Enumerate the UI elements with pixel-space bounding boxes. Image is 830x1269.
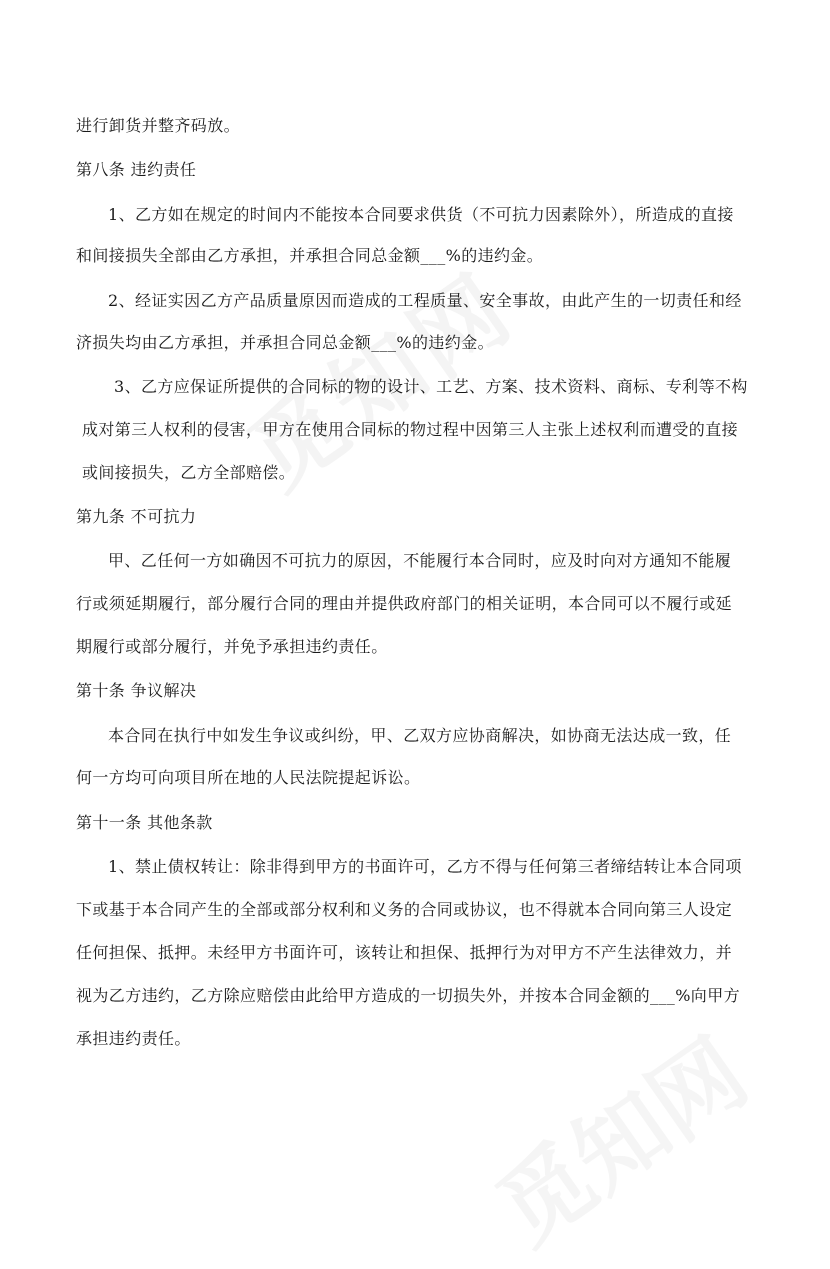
paragraph-line: 2、经证实因乙方产品质量原因而造成的工程质量、安全事故，由此产生的一切责任和经 (108, 291, 742, 310)
section-heading-article-8: 第八条 违约责任 (76, 160, 197, 179)
section-heading-article-9: 第九条 不可抗力 (76, 507, 197, 526)
paragraph-line: 和间接损失全部由乙方承担，并承担合同总金额___%的违约金。 (76, 246, 544, 265)
paragraph-line: 期履行或部分履行，并免予承担违约责任。 (76, 637, 388, 656)
paragraph-line: 成对第三人权利的侵害，甲方在使用合同标的物过程中因第三人主张上述权利而遭受的直接 (82, 420, 739, 439)
paragraph-line: 甲、乙任何一方如确因不可抗力的原因，不能履行本合同时，应及时向对方通知不能履 (108, 551, 732, 570)
paragraph-line: 视为乙方违约，乙方除应赔偿由此给甲方造成的一切损失外，并按本合同金额的___%向甲方 (76, 986, 741, 1005)
section-heading-article-10: 第十条 争议解决 (76, 681, 197, 700)
paragraph-line: 进行卸货并整齐码放。 (76, 116, 241, 135)
watermark (219, 234, 591, 586)
paragraph-line: 下或基于本合同产生的全部或部分权利和义务的合同或协议，也不得就本合同向第三人设定 (76, 900, 733, 919)
paragraph-line: 1、乙方如在规定的时间内不能按本合同要求供货（不可抗力因素除外），所造成的直接 (108, 205, 734, 224)
paragraph-line: 济损失均由乙方承担，并承担合同总金额___%的违约金。 (76, 333, 495, 352)
paragraph-line: 或间接损失，乙方全部赔偿。 (82, 463, 296, 482)
paragraph-line: 3、乙方应保证所提供的合同标的物的设计、工艺、方案、技术资料、商标、专利等不构 (114, 377, 748, 396)
paragraph-line: 行或须延期履行，部分履行合同的理由并提供政府部门的相关证明，本合同可以不履行或延 (76, 594, 733, 613)
paragraph-line: 1、禁止债权转让：除非得到甲方的书面许可，乙方不得与任何第三者缔结转让本合同项 (108, 857, 742, 876)
paragraph-line: 承担违约责任。 (76, 1029, 191, 1048)
section-heading-article-11: 第十一条 其他条款 (76, 813, 213, 832)
paragraph-line: 本合同在执行中如发生争议或纠纷，甲、乙双方应协商解决，如协商无法达成一致，任 (108, 726, 732, 745)
watermark-secondary (467, 1003, 769, 1269)
paragraph-line: 何一方均可向项目所在地的人民法院提起诉讼。 (76, 768, 421, 787)
paragraph-line: 任何担保、抵押。未经甲方书面许可，该转让和担保、抵押行为对甲方不产生法律效力，并 (76, 943, 733, 962)
